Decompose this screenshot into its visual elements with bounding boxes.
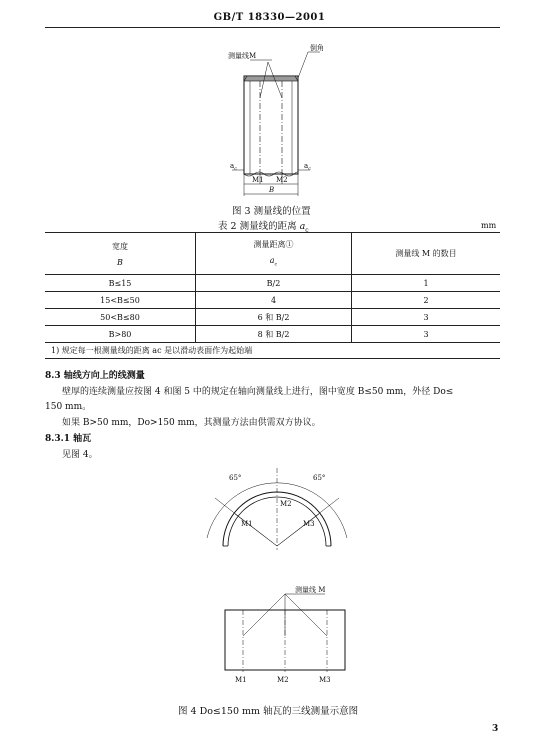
figure-3-diagram	[200, 38, 340, 200]
measure-line-label: 测量线M	[228, 52, 257, 60]
angle-left-label: 65°	[229, 474, 242, 482]
angle-right-label: 65°	[313, 474, 326, 482]
m3-bottom-label: M3	[319, 676, 331, 684]
header-width: 宽度 B	[45, 233, 196, 275]
m1-top-label: M1	[241, 520, 253, 528]
paragraph-1-line-2: 150 mm。	[45, 402, 92, 412]
table-2	[45, 232, 500, 359]
table-row: B>80 8 和 B/2 3	[45, 326, 500, 343]
figure-4-plan-view	[215, 580, 355, 690]
table-row: 50<B≤80 6 和 B/2 3	[45, 309, 500, 326]
bearing-section	[244, 76, 298, 174]
chamfer-label: 倒角	[310, 44, 324, 52]
table-note: 1) 规定每一根测量线的距离 ac 是以滑动表面作为起始端	[45, 343, 500, 359]
page-number: 3	[492, 724, 499, 734]
measure-line-m-label: 测量线 M	[295, 586, 326, 594]
section-heading: 8.3 轴线方向上的线测量	[45, 371, 145, 381]
subsection-heading: 8.3.1 轴瓦	[45, 434, 92, 444]
table-row: B≤15 B/2 1	[45, 275, 500, 292]
width-b-label: B	[269, 186, 275, 194]
m1-bottom-label: M1	[235, 676, 247, 684]
standard-number: GB/T 18330—2001	[213, 12, 326, 23]
header-count: 测量线 M 的数目	[352, 233, 501, 275]
chamfer-band	[244, 76, 298, 81]
m2-label: M2	[276, 176, 288, 184]
paragraph-2: 如果 B>50 mm，Do>150 mm，其测量方法由供需双方协议。	[62, 418, 321, 428]
m2-bottom-label: M2	[277, 676, 289, 684]
figure-4-caption: 图 4 Do≤150 mm 轴瓦的三线测量示意图	[178, 706, 359, 717]
header-distance: 测量距离① $a_c$	[196, 233, 352, 275]
m3-top-label: M3	[303, 520, 315, 528]
table-2-unit: mm	[481, 221, 497, 230]
subsection-text: 见图 4。	[62, 450, 98, 460]
figure-4-half-bearing	[195, 468, 355, 568]
m2-top-label: M2	[280, 500, 292, 508]
table-row: 15<B≤50 4 2	[45, 292, 500, 309]
ac-right-label: $a_c$	[304, 162, 311, 172]
header-rule	[45, 27, 500, 28]
figure-3-caption: 图 3 测量线的位置	[232, 206, 311, 217]
m1-label: M1	[252, 176, 264, 184]
ac-left-label: $a_c$	[230, 162, 237, 172]
paragraph-1-line-1: 壁厚的连续测量应按图 4 和图 5 中的规定在轴向测量线上进行，图中宽度 B≤50 mm，外径 Do≤	[62, 387, 454, 397]
table-2-title: 表 2 测量线的距离 $a_c$	[218, 221, 309, 234]
